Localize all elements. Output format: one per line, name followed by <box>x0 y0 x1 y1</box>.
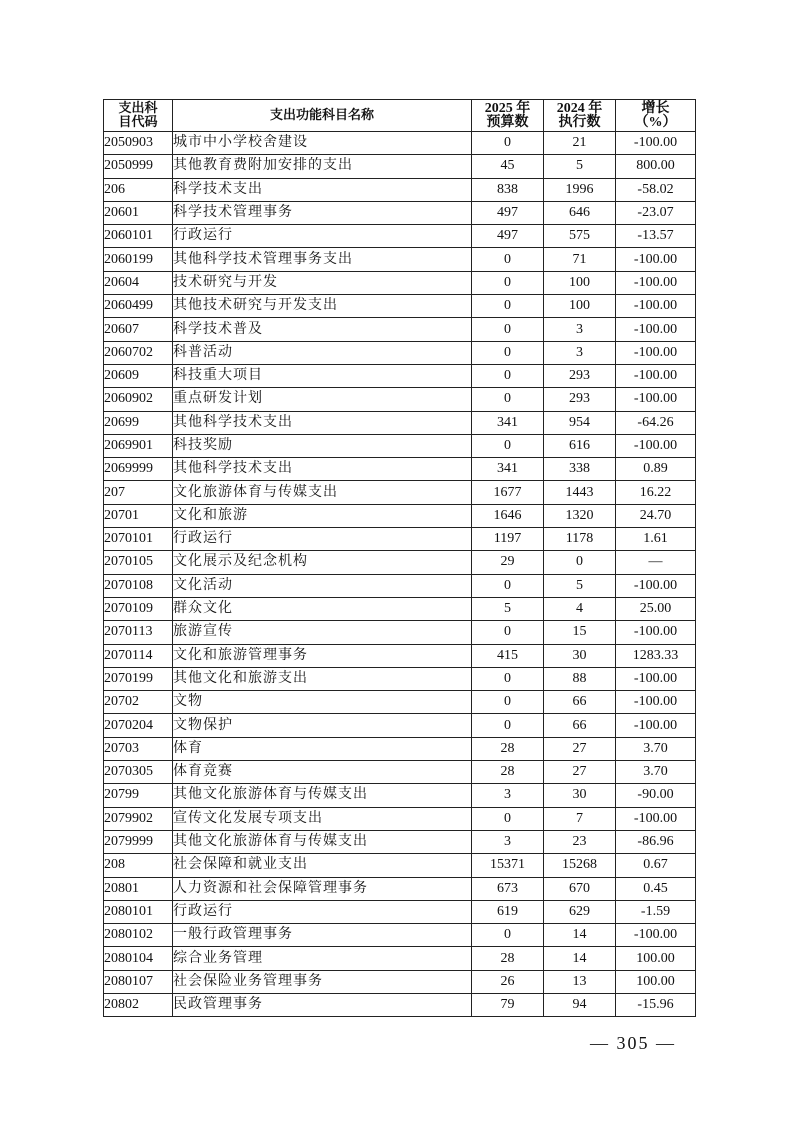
cell-budget-2025: 341 <box>472 411 544 434</box>
table-row <box>104 691 696 714</box>
cell-budget-2025: 838 <box>472 178 544 201</box>
expenditure-table <box>103 99 696 1017</box>
cell-exec-2024: 21 <box>544 132 616 155</box>
cell-name: 文化展示及纪念机构 <box>173 551 472 574</box>
table-row <box>104 854 696 877</box>
cell-growth: 100.00 <box>616 970 696 993</box>
cell-name: 科技重大项目 <box>173 364 472 387</box>
table-row <box>104 458 696 481</box>
cell-budget-2025: 0 <box>472 714 544 737</box>
cell-name: 宣传文化发展专项支出 <box>173 807 472 830</box>
cell-code: 2080107 <box>104 970 173 993</box>
cell-growth: -100.00 <box>616 295 696 318</box>
cell-budget-2025: 497 <box>472 201 544 224</box>
cell-budget-2025: 0 <box>472 807 544 830</box>
cell-budget-2025: 5 <box>472 597 544 620</box>
table-row <box>104 714 696 737</box>
cell-growth: -100.00 <box>616 807 696 830</box>
cell-code: 2050999 <box>104 155 173 178</box>
table-row <box>104 528 696 551</box>
table-row <box>104 784 696 807</box>
cell-code: 2080104 <box>104 947 173 970</box>
cell-exec-2024: 1320 <box>544 504 616 527</box>
table-row <box>104 737 696 760</box>
table-row <box>104 411 696 434</box>
cell-budget-2025: 0 <box>472 318 544 341</box>
cell-code: 20701 <box>104 504 173 527</box>
cell-growth: -13.57 <box>616 225 696 248</box>
cell-growth: -100.00 <box>616 388 696 411</box>
cell-exec-2024: 13 <box>544 970 616 993</box>
cell-exec-2024: 71 <box>544 248 616 271</box>
page-number: — 305 — <box>590 1033 676 1053</box>
table-row <box>104 877 696 900</box>
cell-code: 20702 <box>104 691 173 714</box>
table-row <box>104 341 696 364</box>
cell-budget-2025: 1646 <box>472 504 544 527</box>
cell-exec-2024: 3 <box>544 318 616 341</box>
cell-growth: 1283.33 <box>616 644 696 667</box>
cell-exec-2024: 3 <box>544 341 616 364</box>
header-budget-2025: 2025 年 预算数 <box>472 100 544 132</box>
cell-name: 其他文化和旅游支出 <box>173 667 472 690</box>
cell-growth: -100.00 <box>616 574 696 597</box>
cell-code: 2070101 <box>104 528 173 551</box>
table-row <box>104 481 696 504</box>
cell-growth: -100.00 <box>616 691 696 714</box>
cell-growth: 3.70 <box>616 737 696 760</box>
cell-exec-2024: 1996 <box>544 178 616 201</box>
cell-exec-2024: 338 <box>544 458 616 481</box>
cell-name: 文物保护 <box>173 714 472 737</box>
cell-code: 20802 <box>104 993 173 1016</box>
cell-budget-2025: 619 <box>472 900 544 923</box>
cell-name: 科学技术普及 <box>173 318 472 341</box>
cell-growth: 25.00 <box>616 597 696 620</box>
cell-name: 科学技术支出 <box>173 178 472 201</box>
cell-growth: -64.26 <box>616 411 696 434</box>
table-row <box>104 830 696 853</box>
cell-name: 一般行政管理事务 <box>173 924 472 947</box>
cell-exec-2024: 23 <box>544 830 616 853</box>
cell-growth: -100.00 <box>616 341 696 364</box>
cell-growth: 0.89 <box>616 458 696 481</box>
cell-exec-2024: 30 <box>544 784 616 807</box>
cell-exec-2024: 5 <box>544 155 616 178</box>
cell-growth: 800.00 <box>616 155 696 178</box>
cell-budget-2025: 0 <box>472 341 544 364</box>
cell-name: 旅游宣传 <box>173 621 472 644</box>
table-body <box>104 132 696 1017</box>
cell-name: 技术研究与开发 <box>173 271 472 294</box>
cell-budget-2025: 0 <box>472 434 544 457</box>
cell-exec-2024: 14 <box>544 924 616 947</box>
cell-budget-2025: 0 <box>472 271 544 294</box>
table-row <box>104 644 696 667</box>
table-row <box>104 318 696 341</box>
table-row <box>104 504 696 527</box>
cell-budget-2025: 3 <box>472 784 544 807</box>
cell-growth: -100.00 <box>616 924 696 947</box>
cell-exec-2024: 27 <box>544 737 616 760</box>
cell-growth: -90.00 <box>616 784 696 807</box>
cell-growth: -15.96 <box>616 993 696 1016</box>
cell-exec-2024: 100 <box>544 295 616 318</box>
cell-code: 2070305 <box>104 761 173 784</box>
cell-code: 208 <box>104 854 173 877</box>
cell-code: 2070199 <box>104 667 173 690</box>
header-exec-2024: 2024 年 执行数 <box>544 100 616 132</box>
table-row <box>104 807 696 830</box>
cell-growth: 0.67 <box>616 854 696 877</box>
cell-exec-2024: 293 <box>544 388 616 411</box>
cell-exec-2024: 1178 <box>544 528 616 551</box>
cell-exec-2024: 66 <box>544 691 616 714</box>
cell-exec-2024: 88 <box>544 667 616 690</box>
cell-name: 文化活动 <box>173 574 472 597</box>
cell-code: 2070108 <box>104 574 173 597</box>
cell-growth: -23.07 <box>616 201 696 224</box>
cell-name: 行政运行 <box>173 900 472 923</box>
table-row <box>104 225 696 248</box>
cell-budget-2025: 1677 <box>472 481 544 504</box>
header-growth: 增长 （%） <box>616 100 696 132</box>
table-row <box>104 621 696 644</box>
cell-code: 206 <box>104 178 173 201</box>
cell-budget-2025: 0 <box>472 132 544 155</box>
cell-name: 社会保险业务管理事务 <box>173 970 472 993</box>
cell-code: 20799 <box>104 784 173 807</box>
cell-name: 文化和旅游 <box>173 504 472 527</box>
table-row <box>104 132 696 155</box>
cell-budget-2025: 45 <box>472 155 544 178</box>
cell-budget-2025: 341 <box>472 458 544 481</box>
cell-code: 2070114 <box>104 644 173 667</box>
cell-name: 其他科学技术支出 <box>173 458 472 481</box>
cell-name: 重点研发计划 <box>173 388 472 411</box>
cell-name: 文物 <box>173 691 472 714</box>
cell-exec-2024: 616 <box>544 434 616 457</box>
cell-growth: -100.00 <box>616 434 696 457</box>
cell-budget-2025: 673 <box>472 877 544 900</box>
cell-growth: -100.00 <box>616 714 696 737</box>
cell-code: 2080101 <box>104 900 173 923</box>
cell-budget-2025: 415 <box>472 644 544 667</box>
cell-exec-2024: 7 <box>544 807 616 830</box>
table-row <box>104 574 696 597</box>
table-row <box>104 178 696 201</box>
cell-exec-2024: 27 <box>544 761 616 784</box>
cell-growth: — <box>616 551 696 574</box>
cell-exec-2024: 0 <box>544 551 616 574</box>
cell-budget-2025: 28 <box>472 761 544 784</box>
cell-name: 行政运行 <box>173 528 472 551</box>
cell-code: 2069901 <box>104 434 173 457</box>
cell-exec-2024: 30 <box>544 644 616 667</box>
cell-exec-2024: 100 <box>544 271 616 294</box>
cell-growth: -100.00 <box>616 132 696 155</box>
cell-budget-2025: 15371 <box>472 854 544 877</box>
cell-code: 2070109 <box>104 597 173 620</box>
cell-exec-2024: 94 <box>544 993 616 1016</box>
cell-budget-2025: 0 <box>472 667 544 690</box>
cell-code: 2060199 <box>104 248 173 271</box>
cell-budget-2025: 28 <box>472 947 544 970</box>
cell-growth: -100.00 <box>616 318 696 341</box>
cell-growth: -86.96 <box>616 830 696 853</box>
table-row <box>104 597 696 620</box>
cell-code: 20601 <box>104 201 173 224</box>
cell-growth: -100.00 <box>616 248 696 271</box>
cell-exec-2024: 66 <box>544 714 616 737</box>
cell-code: 2080102 <box>104 924 173 947</box>
cell-code: 20607 <box>104 318 173 341</box>
cell-exec-2024: 15268 <box>544 854 616 877</box>
cell-budget-2025: 79 <box>472 993 544 1016</box>
cell-budget-2025: 0 <box>472 621 544 644</box>
table-row <box>104 667 696 690</box>
cell-growth: 24.70 <box>616 504 696 527</box>
cell-growth: 16.22 <box>616 481 696 504</box>
cell-name: 综合业务管理 <box>173 947 472 970</box>
cell-exec-2024: 629 <box>544 900 616 923</box>
table-row <box>104 155 696 178</box>
cell-budget-2025: 0 <box>472 691 544 714</box>
cell-code: 20609 <box>104 364 173 387</box>
cell-code: 207 <box>104 481 173 504</box>
cell-code: 2069999 <box>104 458 173 481</box>
header-code: 支出科 目代码 <box>104 100 173 132</box>
cell-name: 社会保障和就业支出 <box>173 854 472 877</box>
cell-budget-2025: 497 <box>472 225 544 248</box>
cell-code: 2060101 <box>104 225 173 248</box>
cell-exec-2024: 646 <box>544 201 616 224</box>
table-row <box>104 900 696 923</box>
cell-name: 体育竞赛 <box>173 761 472 784</box>
table-row <box>104 271 696 294</box>
cell-code: 2079902 <box>104 807 173 830</box>
cell-growth: 0.45 <box>616 877 696 900</box>
table-header-row <box>104 100 696 132</box>
cell-exec-2024: 670 <box>544 877 616 900</box>
cell-exec-2024: 14 <box>544 947 616 970</box>
cell-growth: 3.70 <box>616 761 696 784</box>
cell-name: 其他教育费附加安排的支出 <box>173 155 472 178</box>
cell-budget-2025: 0 <box>472 248 544 271</box>
cell-code: 2070204 <box>104 714 173 737</box>
cell-code: 20703 <box>104 737 173 760</box>
cell-name: 民政管理事务 <box>173 993 472 1016</box>
cell-exec-2024: 293 <box>544 364 616 387</box>
cell-code: 20699 <box>104 411 173 434</box>
cell-budget-2025: 3 <box>472 830 544 853</box>
cell-growth: -100.00 <box>616 621 696 644</box>
cell-name: 其他文化旅游体育与传媒支出 <box>173 784 472 807</box>
cell-budget-2025: 0 <box>472 295 544 318</box>
cell-budget-2025: 0 <box>472 924 544 947</box>
cell-exec-2024: 15 <box>544 621 616 644</box>
cell-exec-2024: 954 <box>544 411 616 434</box>
cell-budget-2025: 1197 <box>472 528 544 551</box>
table-row <box>104 248 696 271</box>
cell-code: 2070105 <box>104 551 173 574</box>
cell-growth: 1.61 <box>616 528 696 551</box>
cell-budget-2025: 0 <box>472 574 544 597</box>
table-row <box>104 993 696 1016</box>
cell-growth: -100.00 <box>616 364 696 387</box>
cell-exec-2024: 575 <box>544 225 616 248</box>
cell-code: 2050903 <box>104 132 173 155</box>
header-name: 支出功能科目名称 <box>173 100 472 132</box>
cell-budget-2025: 0 <box>472 364 544 387</box>
cell-code: 2060702 <box>104 341 173 364</box>
table-row <box>104 947 696 970</box>
cell-name: 其他技术研究与开发支出 <box>173 295 472 318</box>
table-row <box>104 201 696 224</box>
cell-code: 2079999 <box>104 830 173 853</box>
cell-name: 科学技术管理事务 <box>173 201 472 224</box>
cell-name: 其他科学技术管理事务支出 <box>173 248 472 271</box>
cell-growth: -58.02 <box>616 178 696 201</box>
cell-code: 2060499 <box>104 295 173 318</box>
cell-name: 文化旅游体育与传媒支出 <box>173 481 472 504</box>
table-row <box>104 434 696 457</box>
cell-name: 人力资源和社会保障管理事务 <box>173 877 472 900</box>
cell-growth: -1.59 <box>616 900 696 923</box>
cell-budget-2025: 26 <box>472 970 544 993</box>
cell-budget-2025: 28 <box>472 737 544 760</box>
cell-name: 体育 <box>173 737 472 760</box>
cell-growth: 100.00 <box>616 947 696 970</box>
cell-name: 文化和旅游管理事务 <box>173 644 472 667</box>
cell-code: 20801 <box>104 877 173 900</box>
cell-name: 科普活动 <box>173 341 472 364</box>
table-row <box>104 295 696 318</box>
table-row <box>104 551 696 574</box>
table-row <box>104 924 696 947</box>
cell-code: 20604 <box>104 271 173 294</box>
cell-code: 2060902 <box>104 388 173 411</box>
cell-growth: -100.00 <box>616 667 696 690</box>
cell-budget-2025: 0 <box>472 388 544 411</box>
cell-exec-2024: 4 <box>544 597 616 620</box>
cell-name: 其他文化旅游体育与传媒支出 <box>173 830 472 853</box>
table-row <box>104 761 696 784</box>
table-row <box>104 364 696 387</box>
cell-code: 2070113 <box>104 621 173 644</box>
cell-exec-2024: 1443 <box>544 481 616 504</box>
cell-growth: -100.00 <box>616 271 696 294</box>
table-row <box>104 970 696 993</box>
cell-exec-2024: 5 <box>544 574 616 597</box>
table-row <box>104 388 696 411</box>
cell-name: 群众文化 <box>173 597 472 620</box>
cell-name: 其他科学技术支出 <box>173 411 472 434</box>
cell-name: 行政运行 <box>173 225 472 248</box>
cell-name: 科技奖励 <box>173 434 472 457</box>
cell-budget-2025: 29 <box>472 551 544 574</box>
cell-name: 城市中小学校舍建设 <box>173 132 472 155</box>
